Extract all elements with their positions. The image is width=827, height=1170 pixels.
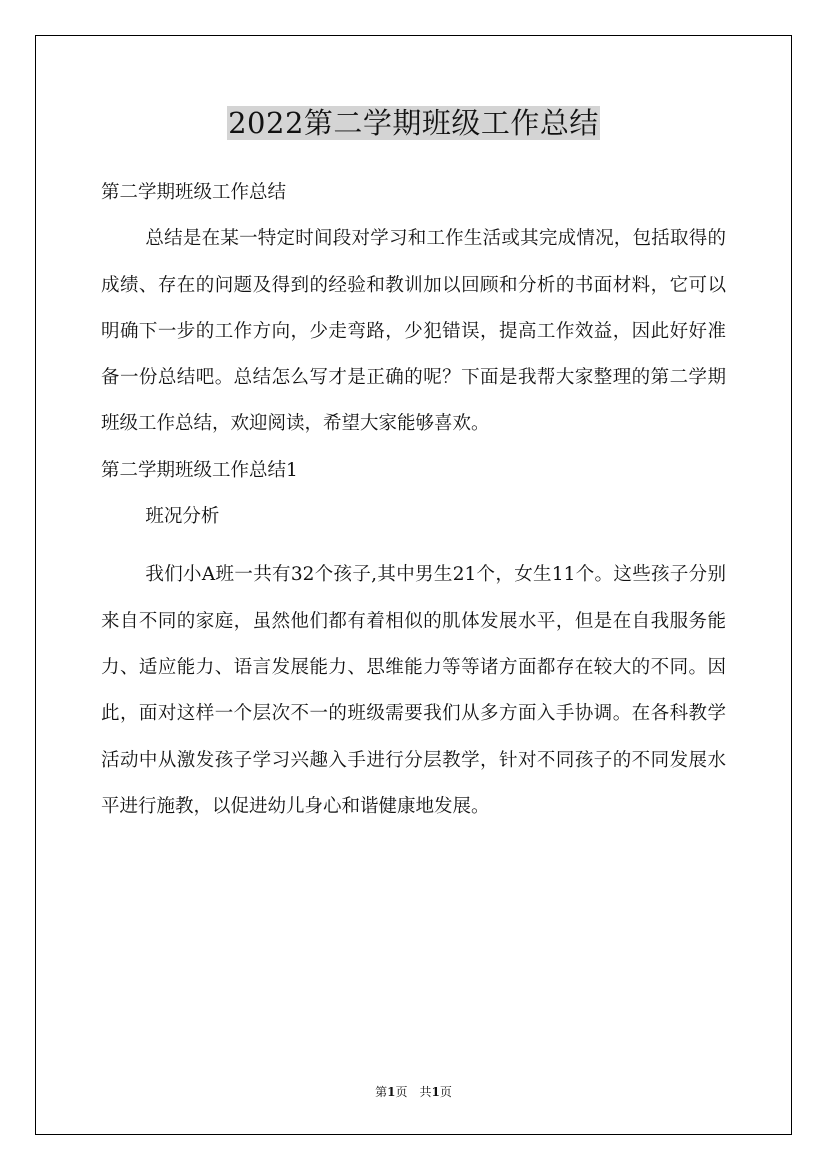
page-footer — [0, 1083, 827, 1101]
intro-paragraph: 总结是在某一特定时间段对学习和工作生活或其完成情况，包括取得的成绩、存在的问题及得到的经验和教训加以回顾和分析的书面材料，它可以明确下一步的工作方向，少走弯路，少犯错误，提高工作效益，因此好好准备一份总结吧。总结怎么写才是正确的呢？下面是我帮大家整理的第二学期班级工作总结，欢迎阅读，希望大家能够喜欢。 — [101, 228, 726, 435]
page-mid: 页 共 — [395, 1085, 432, 1099]
document-subtitle: 第二学期班级工作总结 — [101, 182, 287, 203]
document-title — [0, 101, 827, 145]
document-body — [101, 170, 726, 830]
page-suffix: 页 — [439, 1085, 452, 1099]
page-total: 1 — [431, 1085, 440, 1099]
section-paragraph: 我们小A班一共有32个孩子,其中男生21个，女生11个。这些孩子分别来自不同的家庭，虽然他们都有着相似的肌体发展水平，但是在自我服务能力、适应能力、语言发展能力、思维能力等等诸方面都存在较大的不同。因此，面对这样一个层次不一的班级需要我们从多方面入手协调。在各科教学活动中从激发孩子学习兴趣入手进行分层教学，针对不同孩子的不同发展水平进行施教，以促进幼儿身心和谐健康地发展。 — [101, 564, 726, 817]
section-heading: 第二学期班级工作总结1 — [101, 459, 298, 481]
page-prefix: 第 — [375, 1085, 388, 1099]
document-title-text: 2022第二学期班级工作总结 — [228, 106, 599, 140]
section-subheading: 班况分析 — [145, 506, 220, 528]
page-current: 1 — [387, 1085, 396, 1099]
